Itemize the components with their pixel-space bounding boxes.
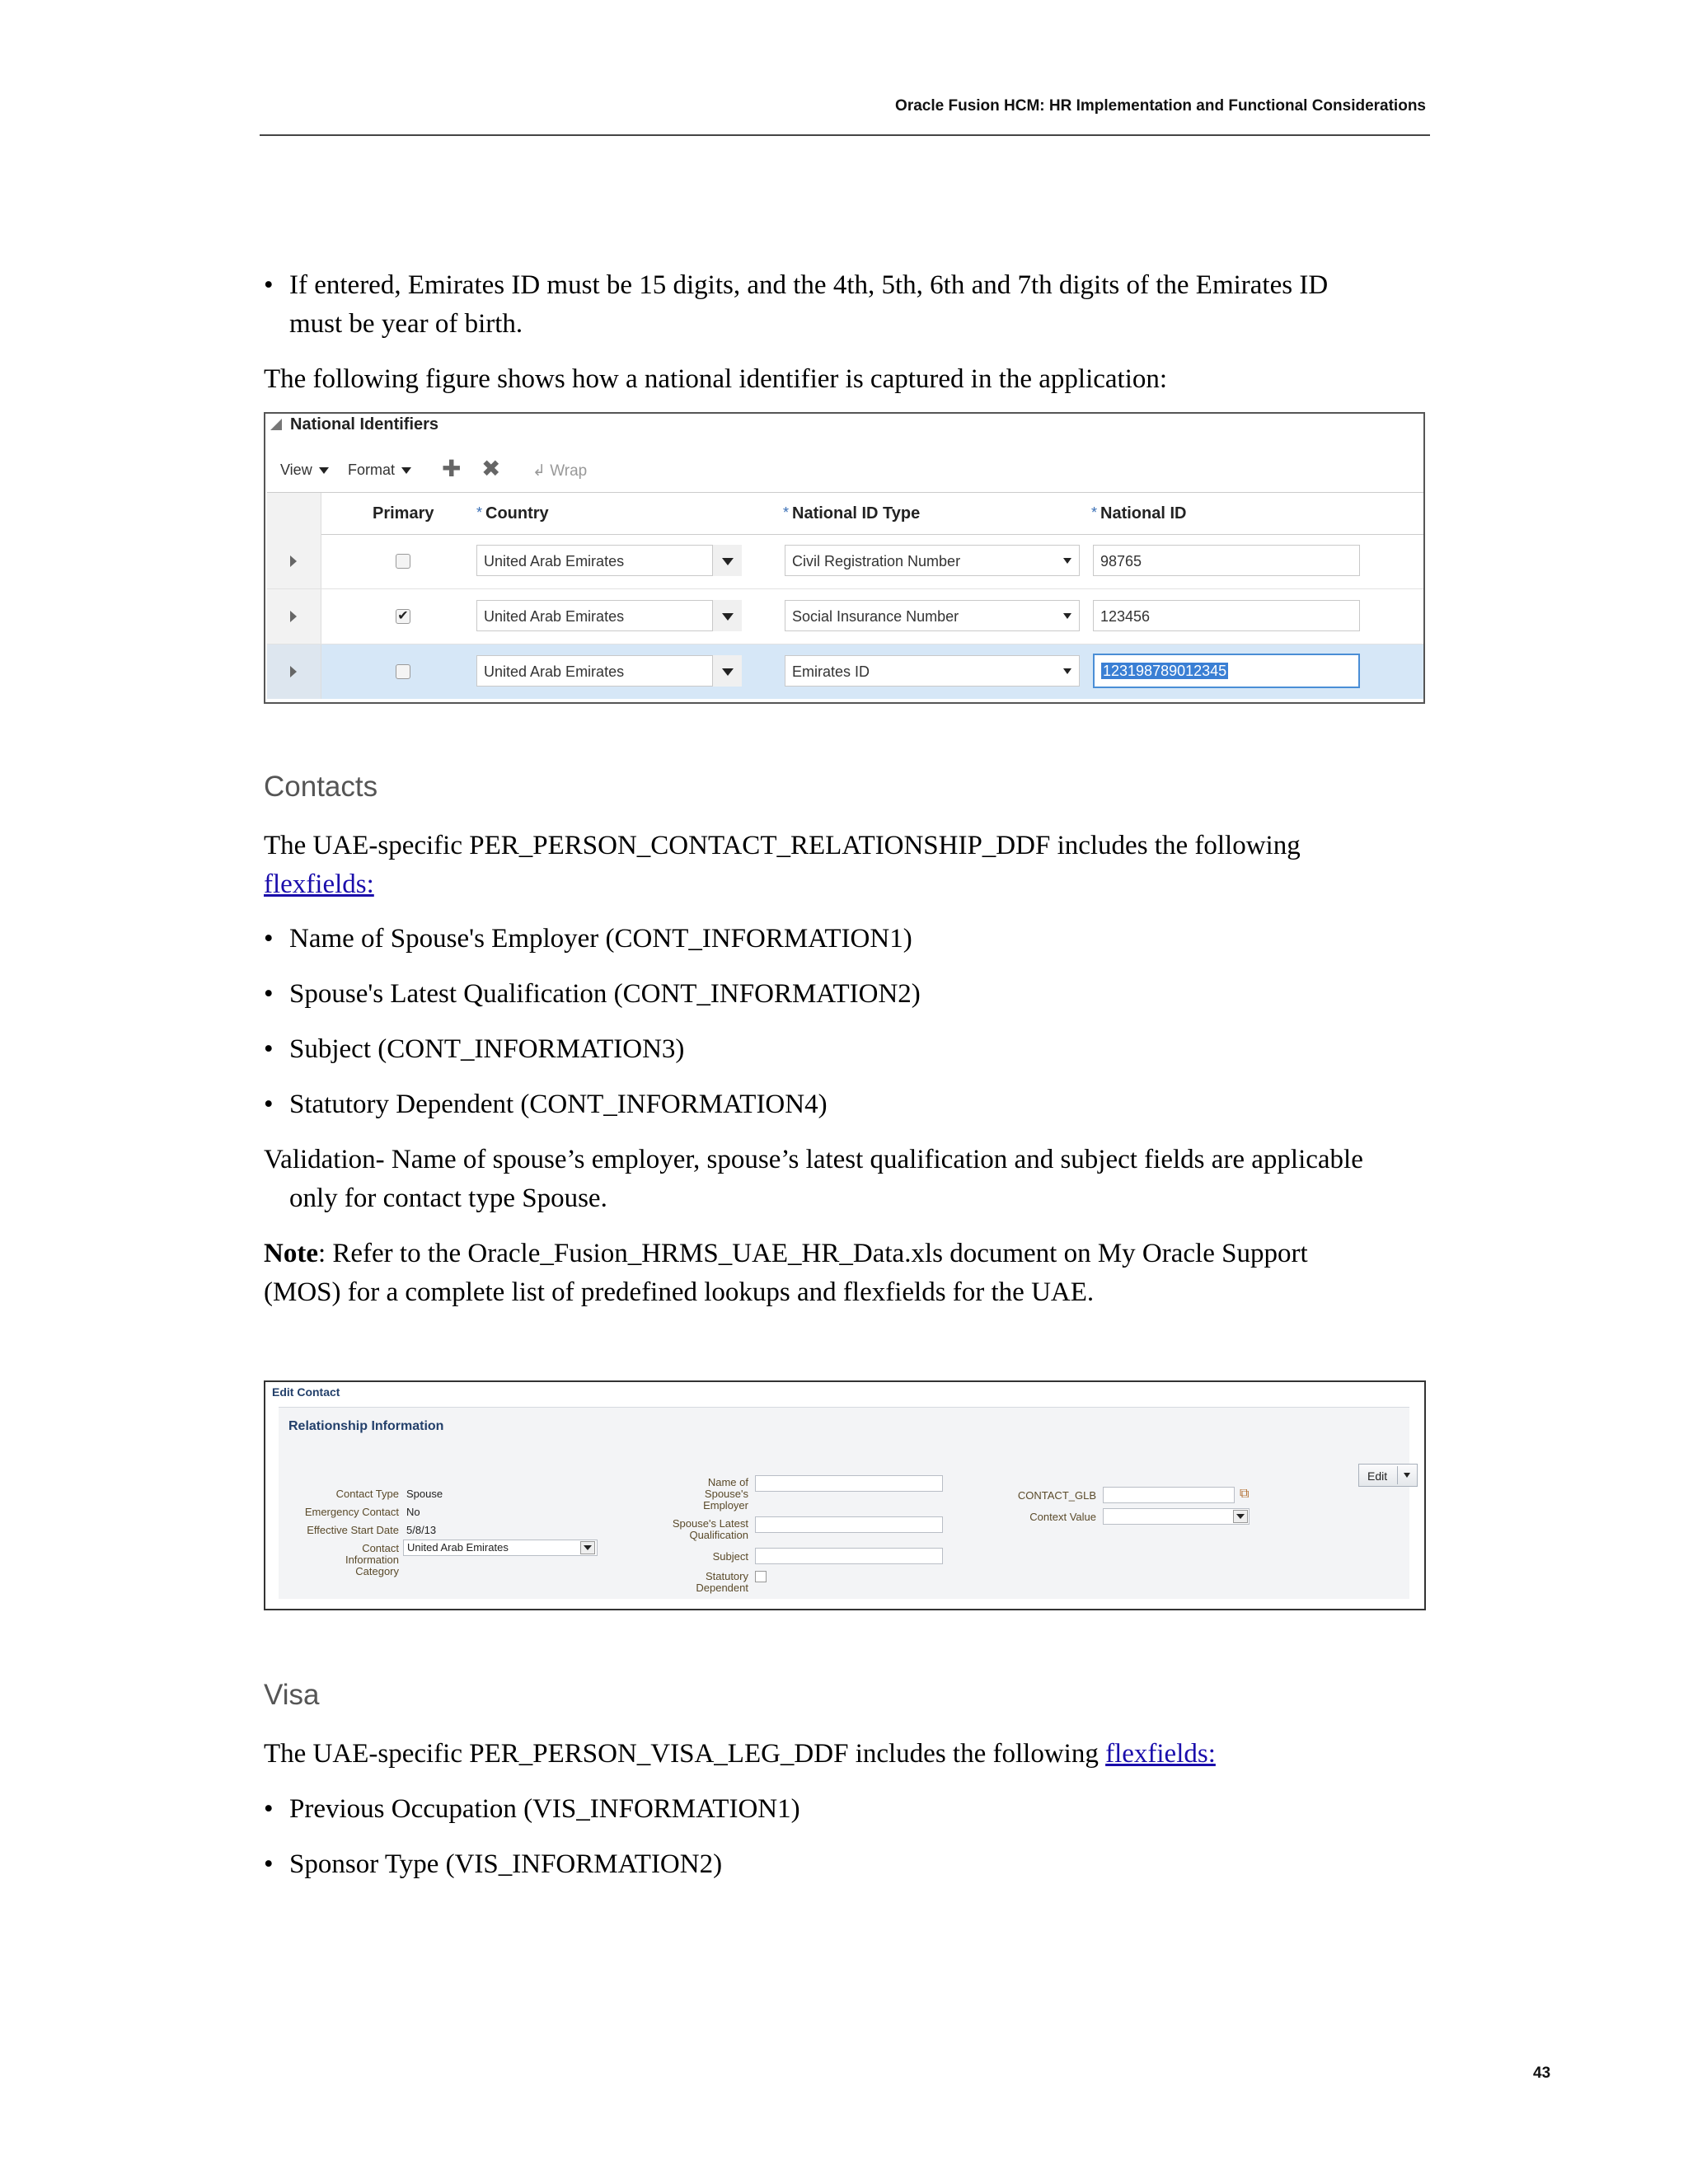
subject-label: Subject xyxy=(712,1550,748,1563)
primary-checkbox[interactable] xyxy=(396,664,410,679)
national-identifiers-panel xyxy=(264,412,1425,704)
dropdown-arrow-icon xyxy=(722,558,734,565)
note-line1: Note: Refer to the Oracle_Fusion_HRMS_UAE_HR_Data.xls document on My Oracle Support xyxy=(264,1239,1308,1268)
add-row-icon[interactable]: ✚ xyxy=(442,456,462,481)
primary-checkbox[interactable] xyxy=(396,609,410,624)
contacts-heading: Contacts xyxy=(264,771,378,803)
effective-start-date-value: 5/8/13 xyxy=(406,1524,437,1536)
emirates-id-rule-line1: If entered, Emirates ID must be 15 digits, and the 4th, 5th, 6th and 7th digits of the Emirates ID xyxy=(289,270,1329,300)
national-id-type-select[interactable]: Civil Registration Number xyxy=(785,545,1080,576)
contacts-item: Statutory Dependent (CONT_INFORMATION4) xyxy=(289,1090,828,1119)
visa-item: Sponsor Type (VIS_INFORMATION2) xyxy=(289,1849,723,1879)
expand-row-icon[interactable] xyxy=(290,555,297,567)
national-id-type-select[interactable]: Social Insurance Number xyxy=(785,600,1080,631)
contacts-item: Subject (CONT_INFORMATION3) xyxy=(289,1034,685,1064)
column-country[interactable]: * Country xyxy=(476,504,549,523)
validation-line1: Validation- Name of spouse’s employer, spouse’s latest qualification and subject fields are applicable xyxy=(264,1145,1363,1174)
spouse-employer-label: Name of xyxy=(707,1476,748,1488)
country-select[interactable]: United Arab Emirates xyxy=(476,545,742,576)
spouse-qualification-input[interactable] xyxy=(755,1516,943,1533)
bullet-marker: • xyxy=(264,1090,274,1119)
expand-row-icon[interactable] xyxy=(290,666,297,677)
country-dropdown-button[interactable] xyxy=(712,600,742,631)
chevron-down-icon xyxy=(1063,613,1071,619)
table-row[interactable] xyxy=(267,534,1423,589)
table-row[interactable] xyxy=(267,589,1423,644)
dropdown-arrow-icon xyxy=(722,613,734,621)
column-primary[interactable]: Primary xyxy=(373,504,434,523)
context-value-select[interactable] xyxy=(1103,1508,1250,1525)
bullet-marker: • xyxy=(264,1794,274,1824)
spouse-qualification-label: Spouse's Latest xyxy=(672,1517,748,1530)
chevron-down-icon xyxy=(401,467,411,474)
contacts-item: Name of Spouse's Employer (CONT_INFORMATION1) xyxy=(289,924,912,954)
page-number: 43 xyxy=(1533,2064,1551,2082)
chevron-down-icon xyxy=(1404,1473,1410,1478)
country-dropdown-button[interactable] xyxy=(712,655,742,687)
contacts-intro-line1: The UAE-specific PER_PERSON_CONTACT_RELATIONSHIP_DDF includes the following xyxy=(264,831,1301,860)
wrap-button[interactable]: ↲ Wrap xyxy=(532,462,588,480)
contact-type-value: Spouse xyxy=(406,1488,443,1500)
primary-checkbox[interactable] xyxy=(396,554,410,569)
contact-info-category-label: Contact xyxy=(362,1542,399,1554)
note-line2: (MOS) for a complete list of predefined lookups and flexfields for the UAE. xyxy=(264,1277,1095,1307)
panel-title: National Identifiers xyxy=(290,415,439,434)
contact-glb-label: CONTACT_GLB xyxy=(1017,1489,1096,1502)
row-header-column xyxy=(267,493,321,534)
context-dropdown-button[interactable] xyxy=(1233,1510,1248,1523)
bullet-marker: • xyxy=(264,1034,274,1064)
view-menu[interactable]: View xyxy=(280,462,329,479)
table-header xyxy=(267,492,1423,535)
checkmark-icon: ✔ xyxy=(397,609,409,623)
emergency-contact-value: No xyxy=(406,1506,420,1518)
dropdown-arrow-icon xyxy=(584,1545,592,1550)
lookup-icon[interactable]: ⧉ xyxy=(1240,1487,1250,1501)
contact-glb-input[interactable] xyxy=(1103,1487,1235,1503)
edit-button[interactable]: Edit xyxy=(1358,1464,1418,1487)
bullet-marker: • xyxy=(264,979,274,1009)
bullet-marker: • xyxy=(264,924,274,954)
table-row-selected[interactable] xyxy=(267,644,1423,699)
figure-caption: The following figure shows how a national identifier is captured in the application: xyxy=(264,364,1168,394)
visa-intro: The UAE-specific PER_PERSON_VISA_LEG_DDF includes the following flexfields: xyxy=(264,1739,1216,1769)
expand-row-icon[interactable] xyxy=(290,611,297,622)
relationship-information-region: Relationship Information Edit Contact Type Spouse Emergency Contact No Effective Start Date 5/8/13 Contact Information Category United Arab Emirates Name of Spouse's Employer Spouse's Latest Qualification Subject Statutory Dependent CONTACT_GLB ⧉ Context Value xyxy=(279,1407,1409,1599)
header-divider xyxy=(260,134,1430,136)
country-dropdown-button[interactable] xyxy=(712,545,742,576)
effective-start-date-label: Effective Start Date xyxy=(307,1524,399,1536)
edit-contact-panel xyxy=(264,1380,1426,1610)
spouse-employer-input[interactable] xyxy=(755,1475,943,1492)
chevron-down-icon xyxy=(1063,668,1071,674)
visa-heading: Visa xyxy=(264,1679,320,1711)
relationship-information-title: Relationship Information xyxy=(288,1419,444,1433)
delete-row-icon[interactable]: ✖ xyxy=(481,456,501,481)
column-national-id-type[interactable]: * National ID Type xyxy=(783,504,921,523)
contacts-flexfields-link[interactable]: flexfields: xyxy=(264,869,374,899)
dropdown-arrow-icon xyxy=(722,668,734,676)
contacts-item: Spouse's Latest Qualification (CONT_INFORMATION2) xyxy=(289,979,921,1009)
wrap-icon: ↲ xyxy=(532,462,546,480)
context-value-label: Context Value xyxy=(1029,1511,1096,1523)
statutory-dependent-label: Statutory xyxy=(705,1570,748,1582)
national-id-type-select[interactable]: Emirates ID xyxy=(785,655,1080,687)
running-header: Oracle Fusion HCM: HR Implementation and Functional Considerations xyxy=(895,97,1426,115)
bullet-marker: • xyxy=(264,1849,274,1879)
country-select[interactable]: United Arab Emirates xyxy=(476,600,742,631)
contact-type-label: Contact Type xyxy=(335,1488,399,1500)
statutory-dependent-checkbox[interactable] xyxy=(755,1571,767,1582)
emirates-id-rule-line2: must be year of birth. xyxy=(289,309,523,339)
country-select[interactable]: United Arab Emirates xyxy=(476,655,742,687)
national-id-input[interactable]: 123456 xyxy=(1093,600,1360,631)
contact-info-category-select[interactable]: United Arab Emirates xyxy=(403,1540,598,1556)
visa-flexfields-link[interactable]: flexfields: xyxy=(1105,1739,1216,1769)
visa-item: Previous Occupation (VIS_INFORMATION1) xyxy=(289,1794,800,1824)
edit-contact-title: Edit Contact xyxy=(272,1385,340,1399)
validation-line2: only for contact type Spouse. xyxy=(289,1183,607,1213)
column-national-id[interactable]: * National ID xyxy=(1091,504,1187,523)
emergency-contact-label: Emergency Contact xyxy=(304,1506,399,1518)
collapse-triangle-icon[interactable] xyxy=(270,419,282,430)
format-menu[interactable]: Format xyxy=(348,462,411,479)
subject-input[interactable] xyxy=(755,1548,943,1564)
dropdown-arrow-icon xyxy=(1236,1514,1245,1519)
national-id-input[interactable]: 98765 xyxy=(1093,545,1360,576)
bullet-marker: • xyxy=(264,270,274,300)
national-id-input[interactable]: 123198789012345 xyxy=(1093,654,1360,688)
chevron-down-icon xyxy=(1063,558,1071,564)
chevron-down-icon xyxy=(319,467,329,474)
